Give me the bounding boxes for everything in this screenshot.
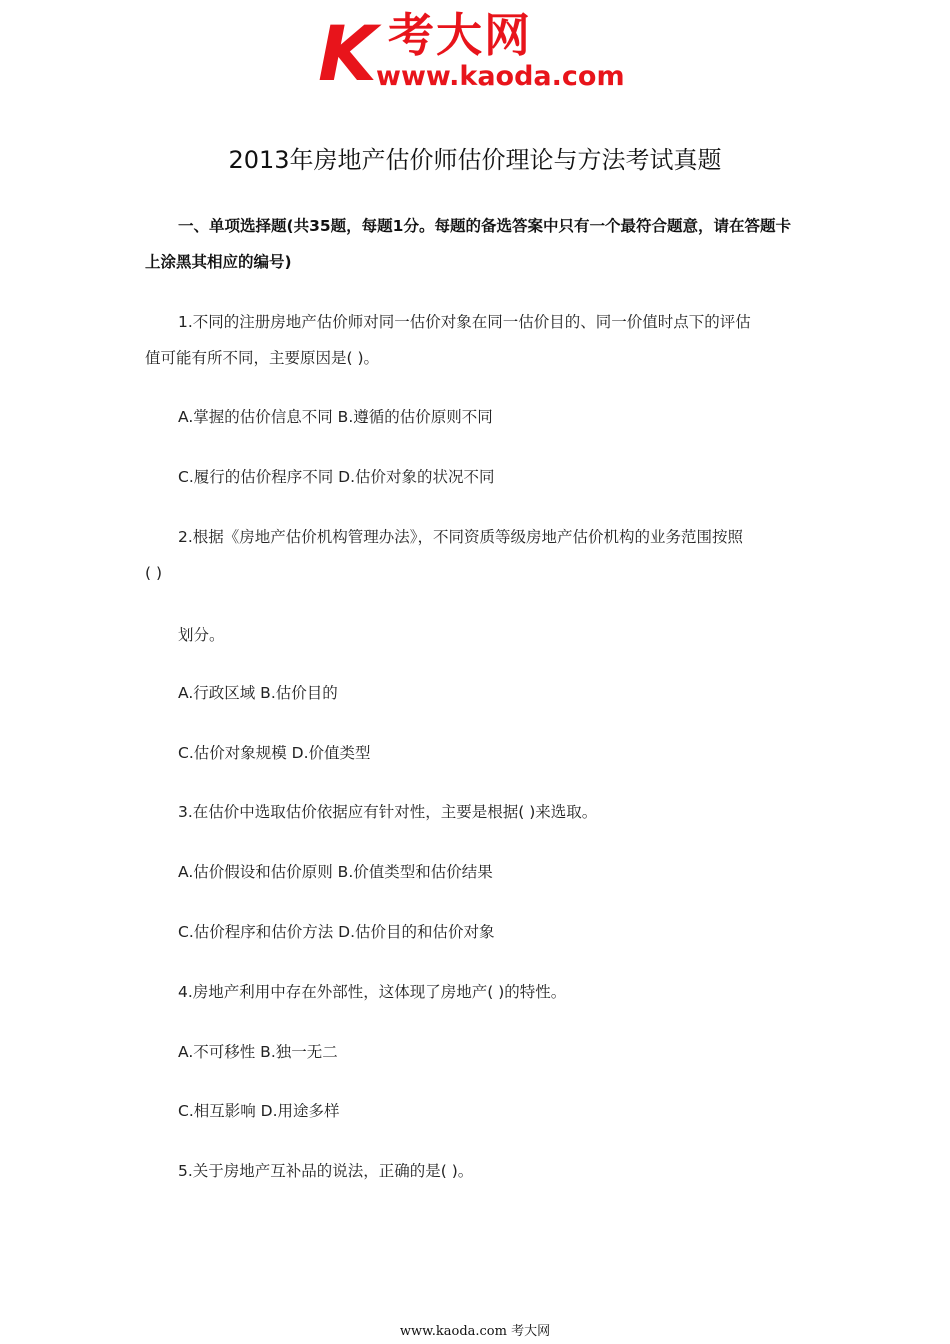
question-1-options-ab: A.掌握的估价信息不同 B.遵循的估价原则不同 [178, 408, 493, 426]
question-5-line-1: 5.关于房地产互补品的说法，正确的是( )。 [178, 1162, 474, 1180]
kaoda-logo [318, 8, 638, 98]
question-4-options-cd: C.相互影响 D.用途多样 [178, 1102, 340, 1120]
question-1-line-2: 值可能有所不同，主要原因是( )。 [145, 349, 380, 367]
question-2-options-ab: A.行政区域 B.估价目的 [178, 684, 338, 702]
question-4-options-ab: A.不可移性 B.独一无二 [178, 1043, 338, 1061]
question-3-line-1: 3.在估价中选取估价依据应有针对性，主要是根据( )来选取。 [178, 803, 598, 821]
question-2-line-1: 2.根据《房地产估价机构管理办法》，不同资质等级房地产估价机构的业务范围按照 [178, 528, 744, 546]
logo-site-name: 考大网 [388, 8, 532, 62]
page-title: 2013年房地产估价师估价理论与方法考试真题 [228, 146, 722, 174]
page-footer: www.kaoda.com 考大网 [399, 1324, 551, 1339]
question-3-options-cd: C.估价程序和估价方法 D.估价目的和估价对象 [178, 923, 495, 941]
question-3-options-ab: A.估价假设和估价原则 B.价值类型和估价结果 [178, 863, 493, 881]
question-1-line-1: 1.不同的注册房地产估价师对同一估价对象在同一估价目的、同一价值时点下的评估 [178, 313, 751, 331]
question-2-options-cd: C.估价对象规模 D.价值类型 [178, 744, 371, 762]
logo-url: www.kaoda.com [376, 61, 625, 92]
question-4-line-1: 4.房地产利用中存在外部性，这体现了房地产( )的特性。 [178, 983, 567, 1001]
section-heading: 一、单项选择题(共35题，每题1分。每题的备选答案中只有一个最符合题意，请在答题卡上涂黑其相应的编号) [145, 217, 791, 271]
question-1-options-cd: C.履行的估价程序不同 D.估价对象的状况不同 [178, 468, 495, 486]
question-2-line-3: 划分。 [178, 626, 225, 644]
logo-k-mark: K [318, 9, 373, 98]
question-2-line-2: ( ) [145, 564, 163, 582]
